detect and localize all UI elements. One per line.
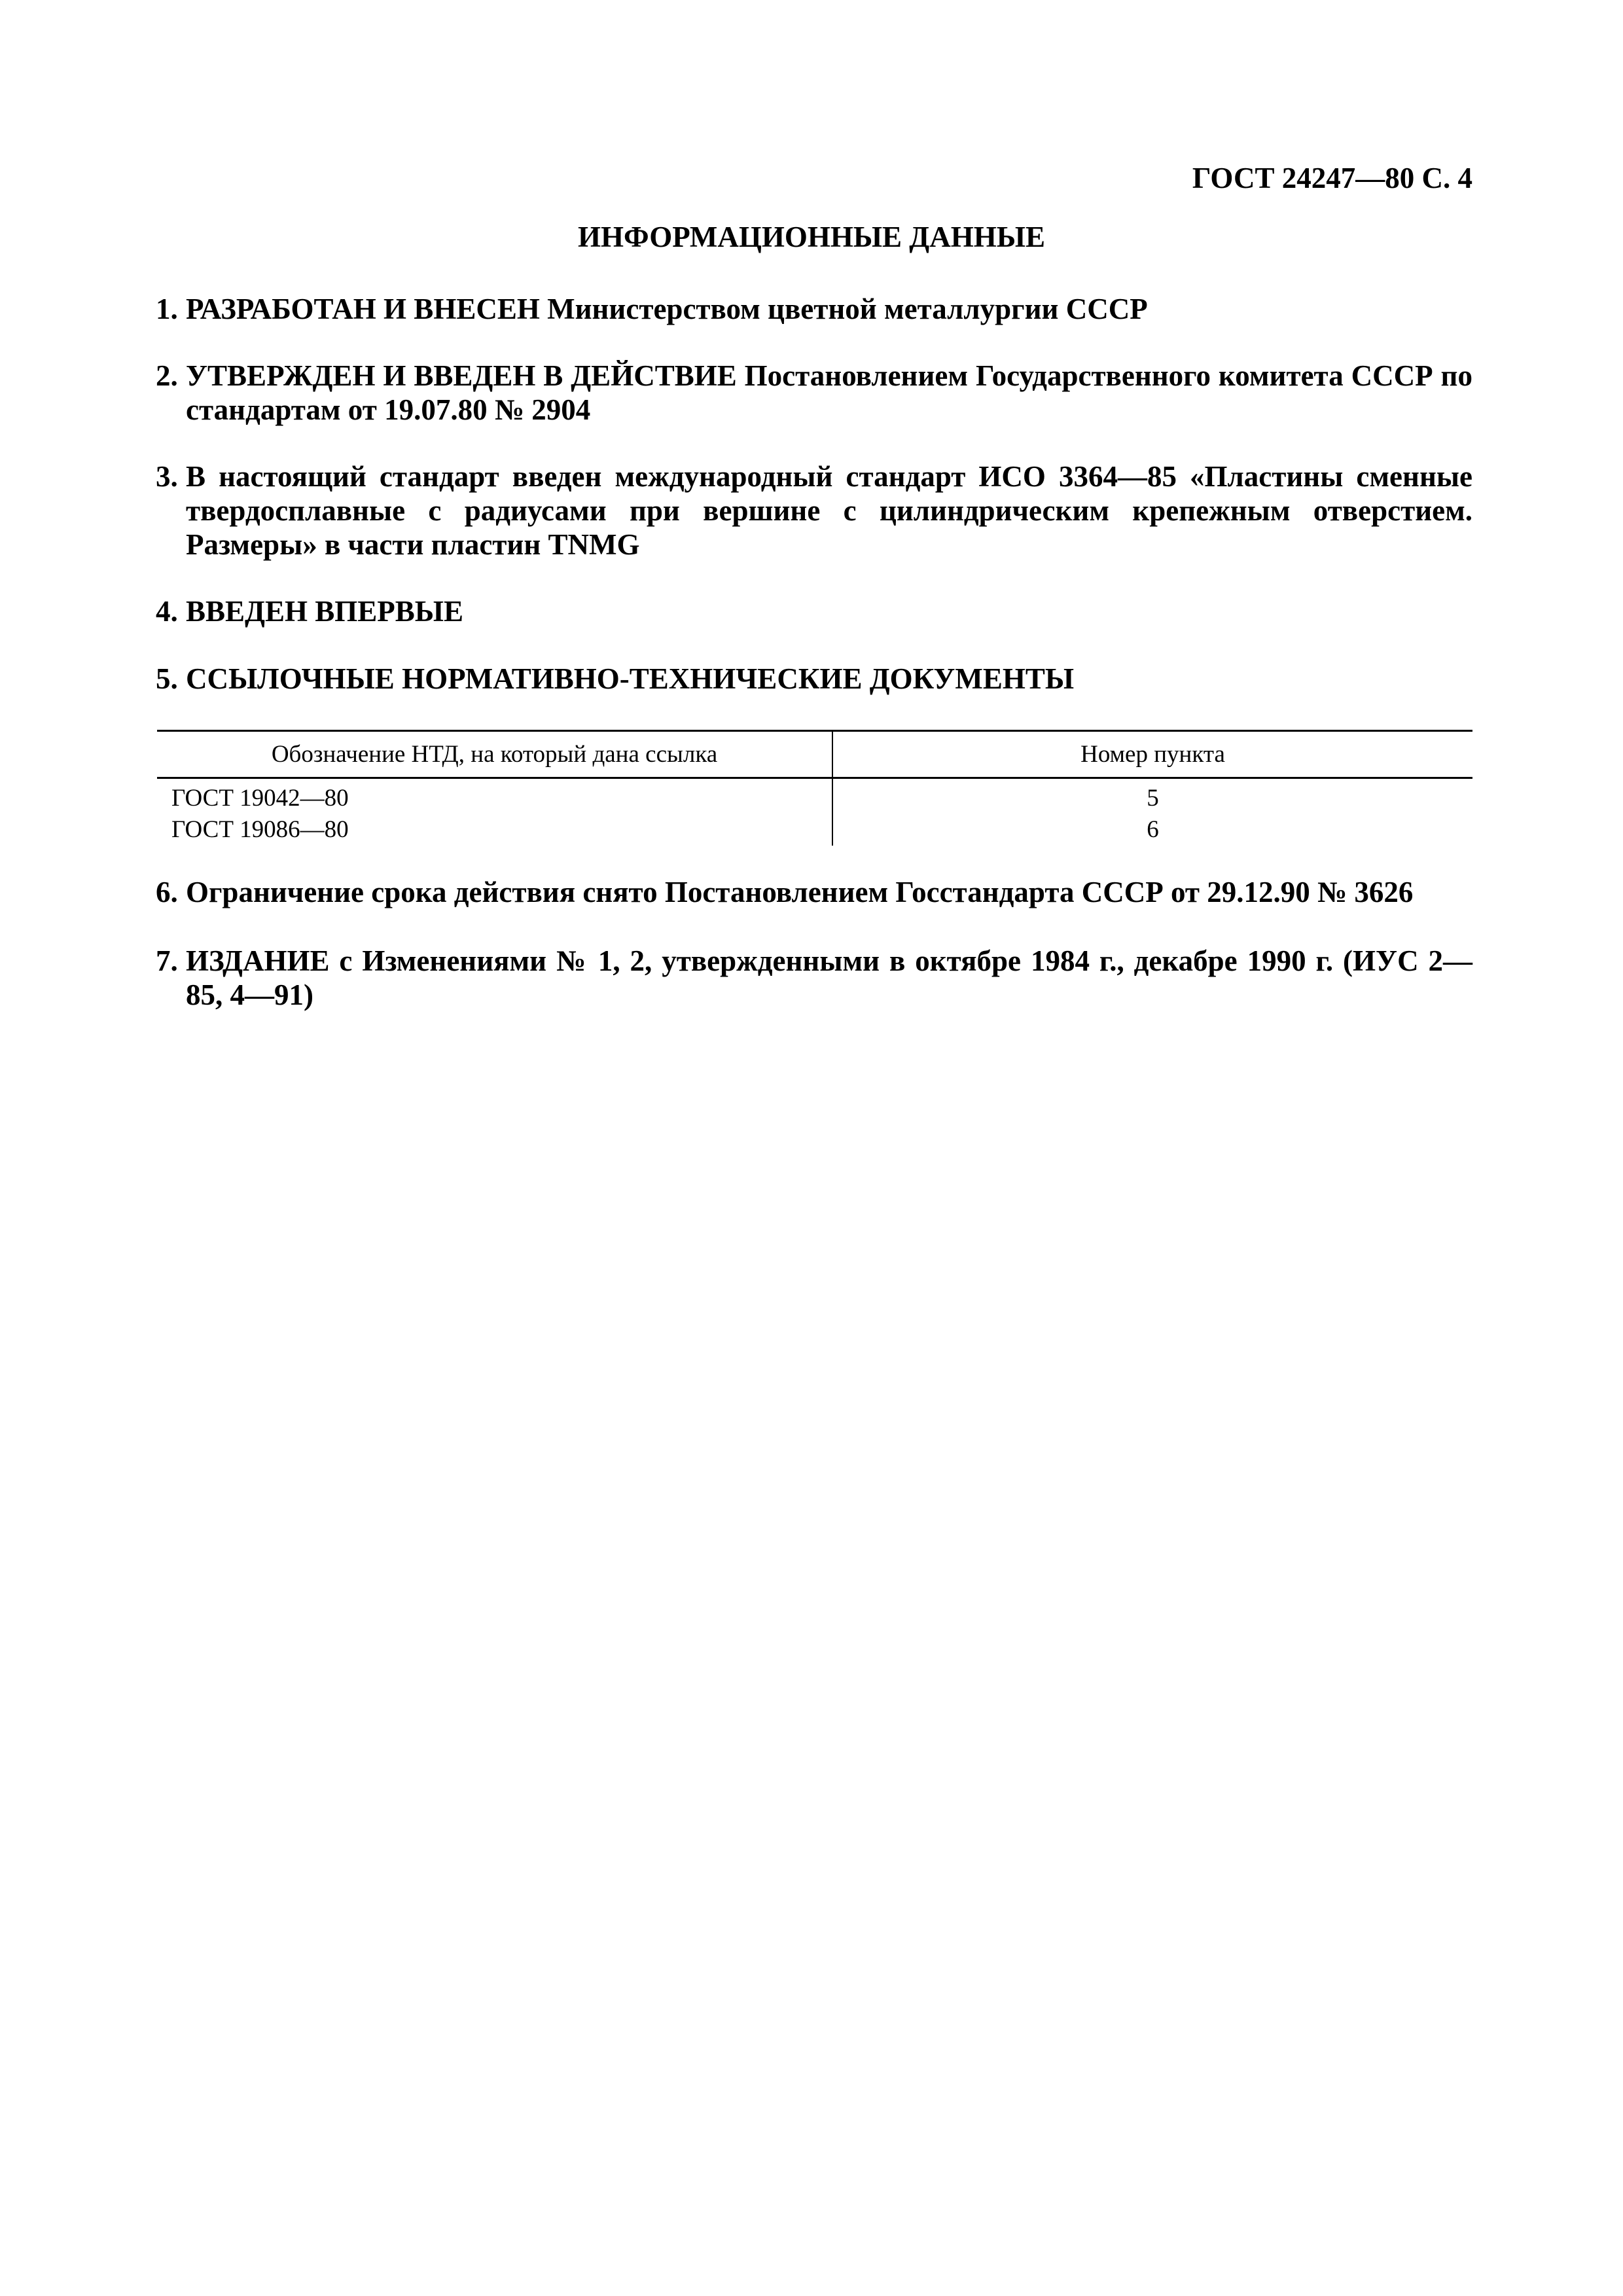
info-item-1: [156, 292, 1472, 326]
item-number: 5.: [156, 662, 178, 695]
info-item-5: [156, 662, 1472, 696]
info-item-7: [156, 944, 1472, 1012]
info-item-2: [156, 359, 1472, 427]
info-item-3: [156, 459, 1472, 562]
page-header: ГОСТ 24247—80 С. 4: [1192, 162, 1472, 194]
info-item-6: [156, 875, 1472, 909]
column-header-clause: Номер пункта: [832, 731, 1472, 778]
item-number: 1.: [156, 293, 178, 325]
table-row: [157, 814, 1472, 846]
item-number: 2.: [156, 359, 178, 392]
item-text: ССЫЛОЧНЫЕ НОРМАТИВНО-ТЕХНИЧЕСКИЕ ДОКУМЕНТЫ: [186, 662, 1075, 695]
cell-document: ГОСТ 19042—80: [157, 778, 832, 815]
cell-document: ГОСТ 19086—80: [157, 814, 832, 846]
info-item-4: [156, 594, 1472, 628]
item-text: ИЗДАНИЕ с Изменениями № 1, 2, утвержденными в октябре 1984 г., декабре 1990 г. (ИУС 2— 85, 4—91): [186, 944, 1472, 1011]
reference-documents-table: [157, 730, 1472, 846]
item-number: 4.: [156, 595, 178, 628]
table-header-row: [157, 731, 1472, 778]
item-number: 3.: [156, 460, 178, 493]
page-title: ИНФОРМАЦИОННЫЕ ДАННЫЕ: [578, 221, 1045, 253]
item-text: ВВЕДЕН ВПЕРВЫЕ: [186, 595, 464, 628]
table-row: [157, 778, 1472, 815]
item-text: Ограничение срока действия снято Постановлением Госстандарта СССР от 29.12.90 № 3626: [186, 876, 1414, 908]
cell-clause: 5: [1147, 785, 1159, 812]
cell-clause: 6: [1147, 816, 1159, 843]
item-number: 7.: [156, 944, 178, 977]
item-text: РАЗРАБОТАН И ВНЕСЕН Министерством цветной металлургии СССР: [186, 293, 1148, 325]
column-header-document: Обозначение НТД, на который дана ссылка: [157, 731, 832, 778]
item-text: УТВЕРЖДЕН И ВВЕДЕН В ДЕЙСТВИЕ Постановлением Государственного комитета СССР по стандартам от 19.07.80 № 2904: [186, 359, 1472, 426]
item-number: 6.: [156, 876, 178, 908]
item-text: В настоящий стандарт введен международный стандарт ИСО 3364—85 «Пластины сменные твердосплавные с радиусами при вершине с цилиндрическим крепежным отверстием. Размеры» в части пластин TNMG: [186, 460, 1472, 561]
